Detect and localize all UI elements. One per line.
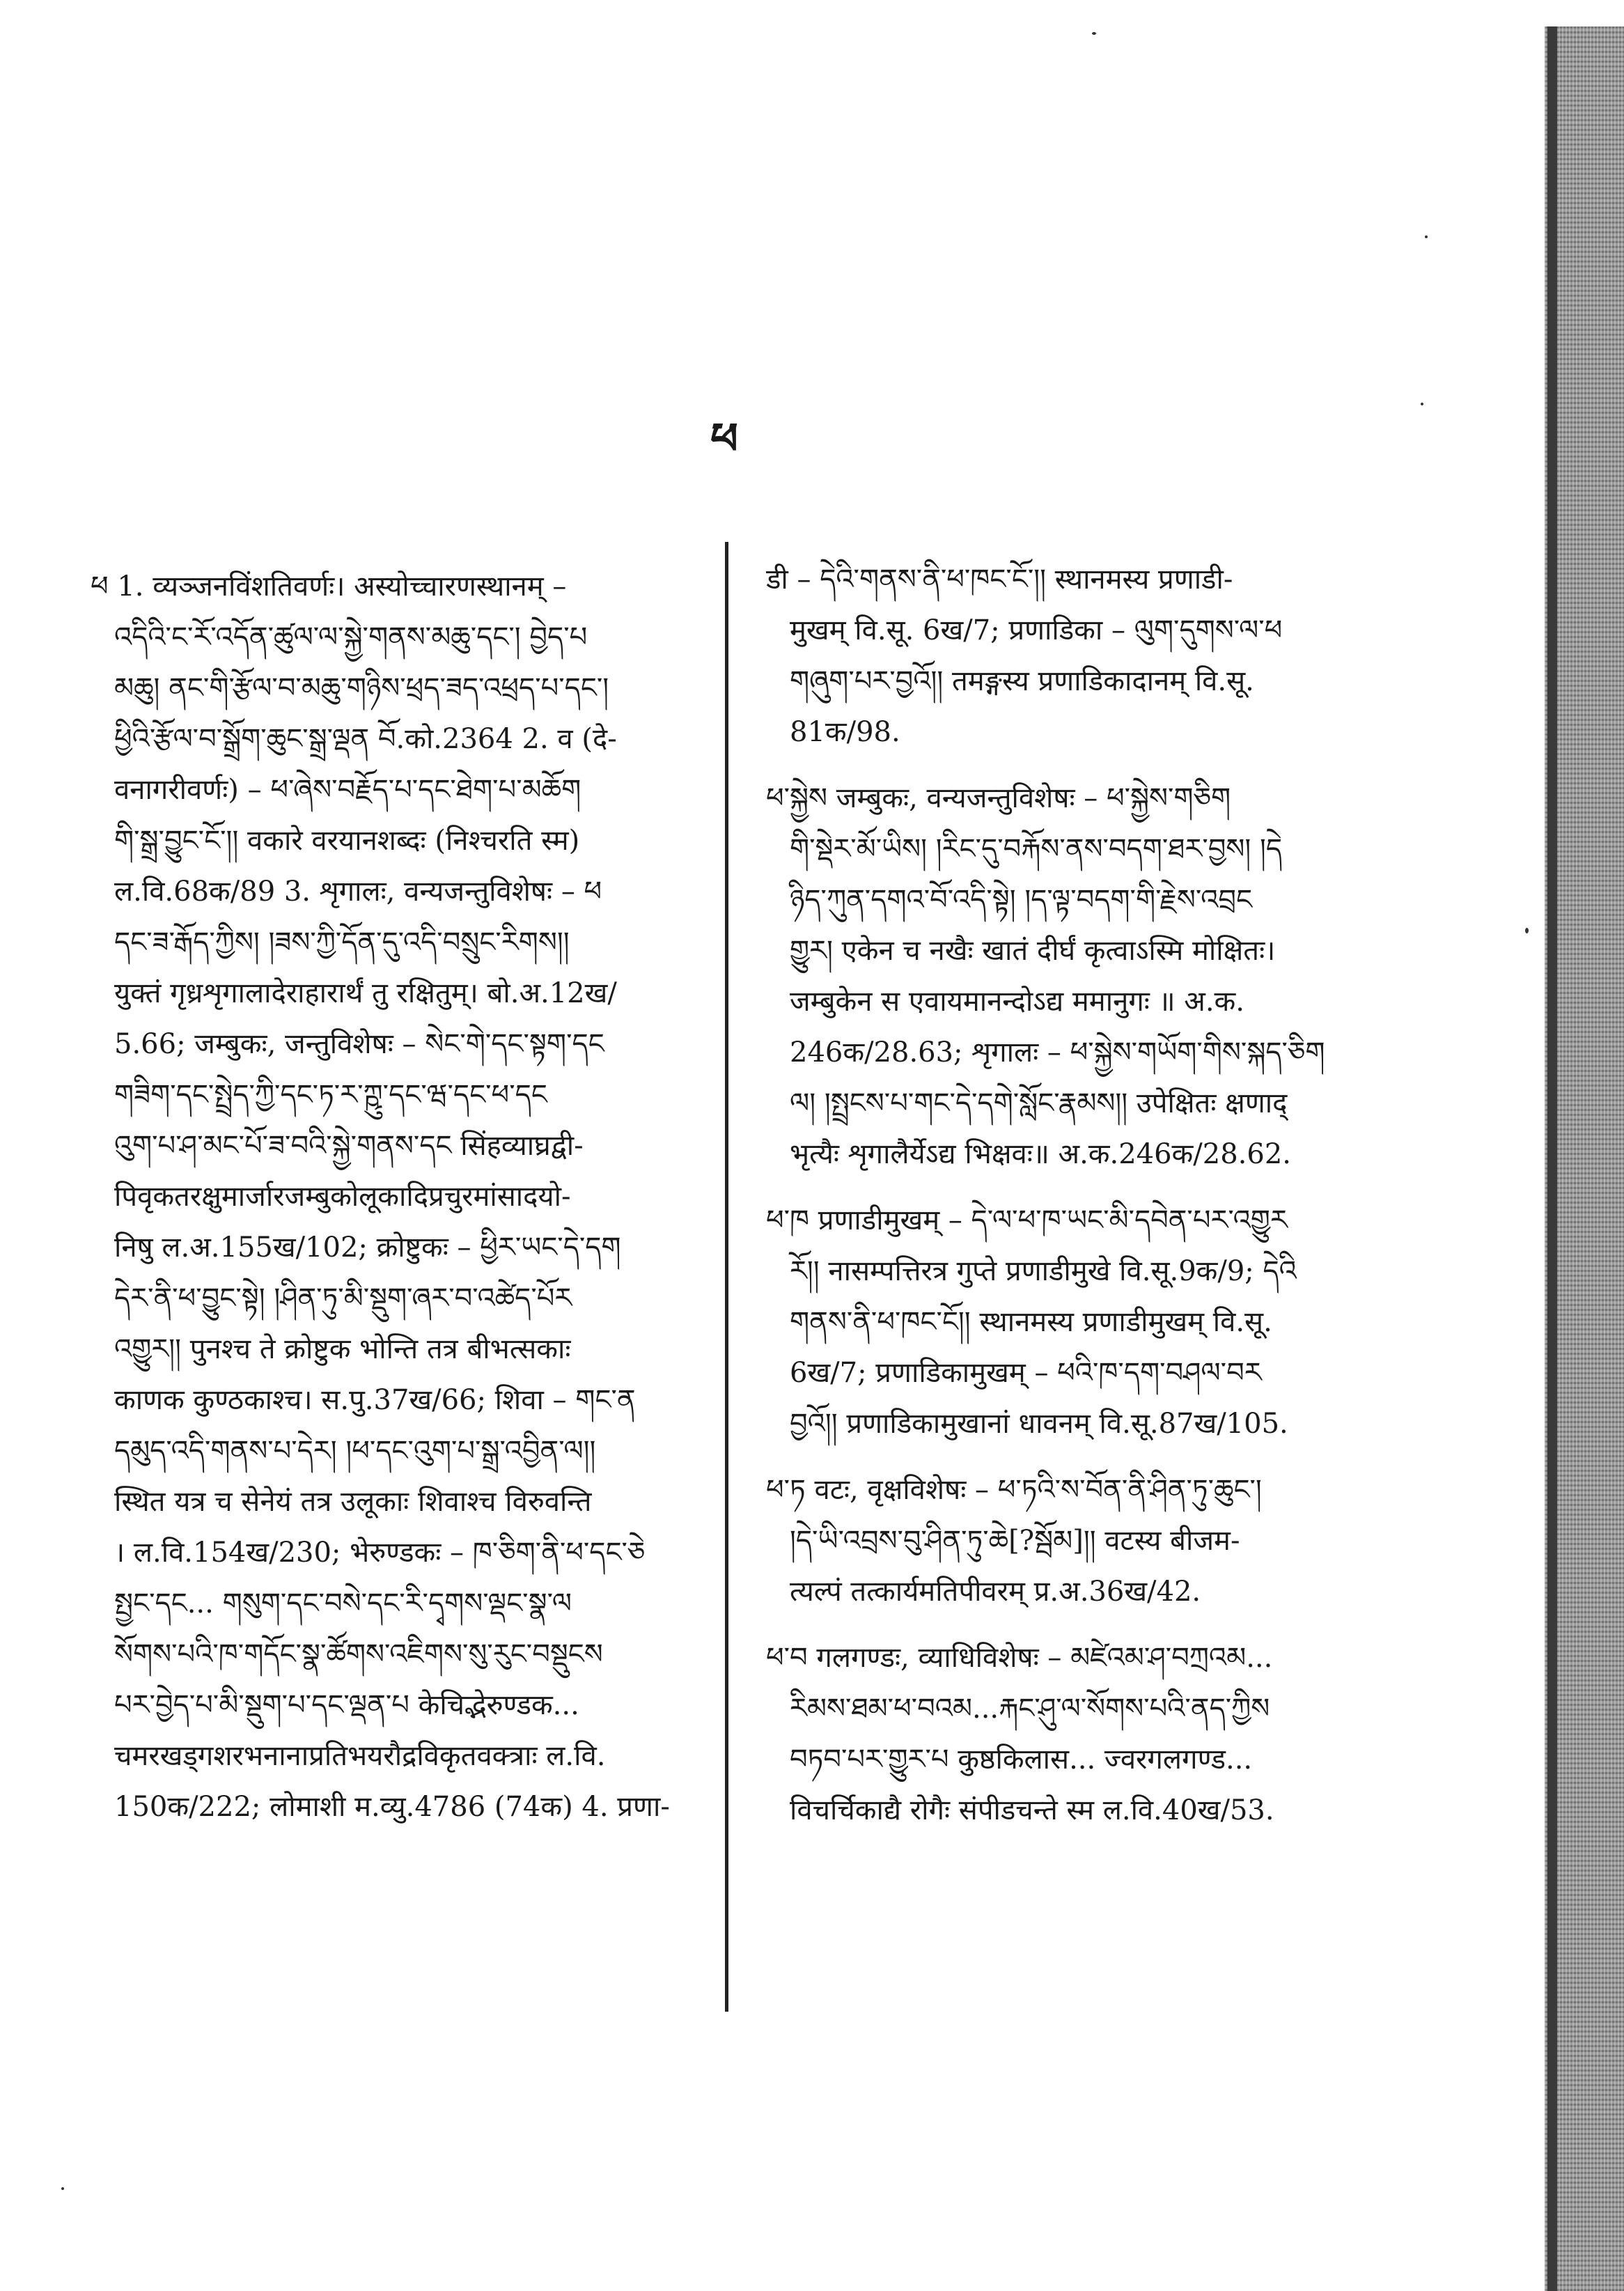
scan-speck <box>1525 928 1529 933</box>
text-line: जम्बुकेन स एवायमानन्दोऽद्य ममानुगः ॥ अ.क. <box>790 986 1244 1018</box>
text-line: གཟིག་དང་སྤྲེད་ཀྱི་དང་ཏ་ར་ཀྵུ་དང་ཝ་དང་ཕ་དང <box>114 1079 547 1111</box>
dictionary-entry <box>766 773 1379 1180</box>
text-line: བྱའོ།། प्रणाडिकामुखानां धावनम् वि.सू.87ख/105. <box>790 1408 1288 1440</box>
dictionary-entry <box>766 1195 1379 1450</box>
scan-speck <box>61 2187 64 2190</box>
text-line: चमरखड्गशरभनानाप्रतिभयरौद्रविकृतवक्त्राः ल.वि. <box>114 1740 606 1772</box>
dictionary-entry <box>766 554 1379 758</box>
text-line: काणक कुण्ठकाश्च। स.पु.37ख/66; शिवा – གང་ན <box>114 1384 636 1416</box>
text-line: पिवृकतरक्षुमार्जारजम्बुकोलूकादिप्रचुरमांसादयो- <box>114 1181 571 1213</box>
text-line: ཕ་ཏ वटः, वृक्षविशेषः – ཕ་ཏའི་ས་བོན་ནི་ཤིན་ཏུ་ཆུང་། <box>766 1474 1262 1506</box>
text-line: त्यल्पं तत्कार्यमतिपीवरम् प्र.अ.36ख/42. <box>790 1576 1201 1608</box>
right-column <box>766 554 1379 1851</box>
text-line: མཆུ། ནང་གི་རྩོལ་བ་མཆུ་གཉིས་ཕྲད་ཟད་འཕྲད་པ་དང་། <box>114 672 609 704</box>
text-line: भृत्यैः शृगालैर्येऽद्य भिक्षवः॥ अ.क.246क/28.62. <box>790 1138 1291 1170</box>
scan-speck <box>1092 32 1096 35</box>
text-line: སོགས་པའི་ཁ་གདོང་སྣ་ཚོགས་འཇིགས་སུ་རུང་བསྡུངས <box>114 1638 603 1670</box>
text-line: निषु ल.अ.155ख/102; क्रोष्टुकः – ཕྱིར་ཡང་དེ་དག <box>114 1232 621 1264</box>
text-line: 5.66; जम्बुकः, जन्तुविशेषः – སེང་གེ་དང་སྟག་དང <box>114 1028 604 1060</box>
text-line: གི་སྒྲ་བྱུང་ངོ་།། वकारे वरयानशब्दः (निश्चरति स्म) <box>114 825 580 857</box>
text-line: བཏབ་པར་གྱུར་པ कुष्ठकिलास... ज्वरगलगण्ड... <box>790 1744 1253 1776</box>
scan-speck <box>1421 403 1423 405</box>
column-divider <box>725 542 728 2012</box>
text-line: स्थित यत्र च सेनेयं तत्र उलूकाः शिवाश्च विरुवन्ति <box>114 1486 592 1518</box>
text-line: གི་སྡེར་མོ་ཡིས། །རིང་དུ་བརྐོས་ནས་བདག་ཐར་བྱས། །དེ <box>790 833 1282 865</box>
text-line: དམུད་འདི་གནས་པ་དེར། །ཕ་དང་འུག་པ་སྒྲ་འབྱིན་ལ།། <box>114 1435 596 1467</box>
scan-edge-shadow <box>1547 26 1557 2291</box>
text-line: ཉིད་ཀུན་དགའ་བོ་འདི་སྟེ། །ད་ལྟ་བདག་གི་རྗེས་འབྲང <box>790 884 1253 916</box>
section-letter-heading: ཕ <box>710 413 738 464</box>
text-line: वनागरीवर्णः) – ཕ་ཞེས་བརྗོད་པ་དང་ཐེག་པ་མཆོག <box>114 774 581 806</box>
text-line: སྤྱང་དང... གསུག་དང་བསེ་དང་རི་དྭགས་ལྡང་སྣ་ལ <box>114 1587 572 1620</box>
text-line: དེར་ནི་ཕ་བྱུང་སྟེ། །ཤིན་ཏུ་མི་སྡུག་ཞར་བ་འཚེད་པོར <box>114 1282 572 1314</box>
text-line: 246क/28.63; शृगालः – ཕ་སྐྱེས་གཡོག་གིས་སྐད་ཅིག <box>790 1036 1325 1069</box>
text-line: འུག་པ་ཤ་མང་པོ་ཟ་བའི་སྐྱེ་གནས་དང सिंहव्याघ्रद्वी- <box>114 1130 584 1162</box>
text-line: འགྱུར།། पुनश्च ते क्रोष्टुक भोन्ति तत्र बीभत्सकाः <box>114 1333 571 1365</box>
text-line: གྱུར། एकेन च नखैः खातं दीर्घं कृत्वाऽस्मि मोक्षितः। <box>790 935 1276 967</box>
text-line: । ल.वि.154ख/230; भेरुण्डकः – ཁ་ཅིག་ནི་ཕ་དང་ཅེ <box>114 1537 646 1569</box>
text-line: 6ख/7; प्रणाडिकामुखम् – ཕའི་ཁ་དག་བཤལ་བར <box>790 1357 1262 1389</box>
text-line: པར་བྱེད་པ་མི་སྡུག་པ་དང་ལྡན་པ केचिद्भेरुण्डक... <box>114 1689 579 1721</box>
dictionary-entry <box>766 1633 1379 1836</box>
scan-speck <box>1425 235 1428 238</box>
text-line: डी – དེའི་གནས་ནི་ཕ་ཁང་ངོ་།། स्थानमस्य प्रणाडी- <box>766 564 1233 596</box>
text-line: ल.वि.68क/89 3. शृगालः, वन्यजन्तुविशेषः – ཕ <box>114 876 602 908</box>
text-line: ཕ 1. व्यञ्जनविंशतिवर्णः। अस्योच्चारणस्थानम् – <box>91 570 567 603</box>
text-line: युक्तं गृध्रशृगालादेराहारार्थं तु रक्षितुम्। बो.अ.12ख/ <box>114 977 617 1009</box>
text-line: རོ།། नासम्पत्तिरत्र गुप्ते प्रणाडीमुखे वि.सू.9क/9; དེའི <box>790 1255 1297 1287</box>
text-line: ཕ་སྐྱེས जम्बुकः, वन्यजन्तुविशेषः – ཕ་སྐྱེས་གཅིག <box>766 782 1231 814</box>
text-line: 81क/98. <box>790 716 900 748</box>
text-line: ཕ་བ गलगण्डः, व्याधिविशेषः – མཛེའམ་ཤ་བཀྲའམ... <box>766 1642 1273 1674</box>
text-line: ལ། །སྤྲངས་པ་གང་དེ་དགེ་སློང་རྣམས།། उपेक्षितः क्षणाद् <box>790 1087 1288 1119</box>
text-line: རིམས་ཐམ་ཕ་བའམ...རྐང་ཤུ་ལ་སོགས་པའི་ནད་ཀྱིས <box>790 1693 1270 1725</box>
text-line: དང་ཟ་རྒོད་ཀྱིས། །ཟས་ཀྱི་དོན་དུ་འདི་བསྲུང་རིགས།། <box>114 926 570 958</box>
dictionary-entry <box>766 1465 1379 1617</box>
text-line: ཕྱིའི་རྩོལ་བ་སྒྲོག་ཆུང་སྒྲ་ལྡན བོ.को.2364 2. व (दे- <box>114 723 617 755</box>
left-column <box>91 561 710 1833</box>
text-line: གཞུག་པར་བྱའོ།། तमङ्गस्य प्रणाडिकादानम् वि.सू. <box>790 665 1254 697</box>
text-line: 150क/222; लोमाशी म.व्यु.4786 (74क) 4. प्रणा- <box>114 1791 670 1823</box>
text-line: मुखम् वि.सू. 6ख/7; प्रणाडिका – ལུག་དུགས་ལ་ཕ <box>790 614 1283 646</box>
text-line: གནས་ནི་ཕ་ཁང་ངོ།། स्थानमस्य प्रणाडीमुखम् वि.सू. <box>790 1306 1272 1338</box>
text-line: །དེ་ཡི་འབྲས་བུ་ཤིན་ཏུ་ཆེ[?སྦོམ]།། वटस्य बीजम- <box>790 1525 1240 1557</box>
text-line: འདིའི་ང་རོ་འདོན་ཚུལ་ལ་སྐྱེ་གནས་མཆུ་དང་། བྱེད་པ <box>114 621 588 653</box>
text-line: विचर्चिकाद्यै रोगैः संपीडचन्ते स्म ल.वि.40ख/53. <box>790 1794 1274 1826</box>
text-line: ཕ་ཁ प्रणाडीमुखम् – དེ་ལ་ཕ་ཁ་ཡང་མི་དབེན་པར་འགྱུར <box>766 1204 1288 1236</box>
